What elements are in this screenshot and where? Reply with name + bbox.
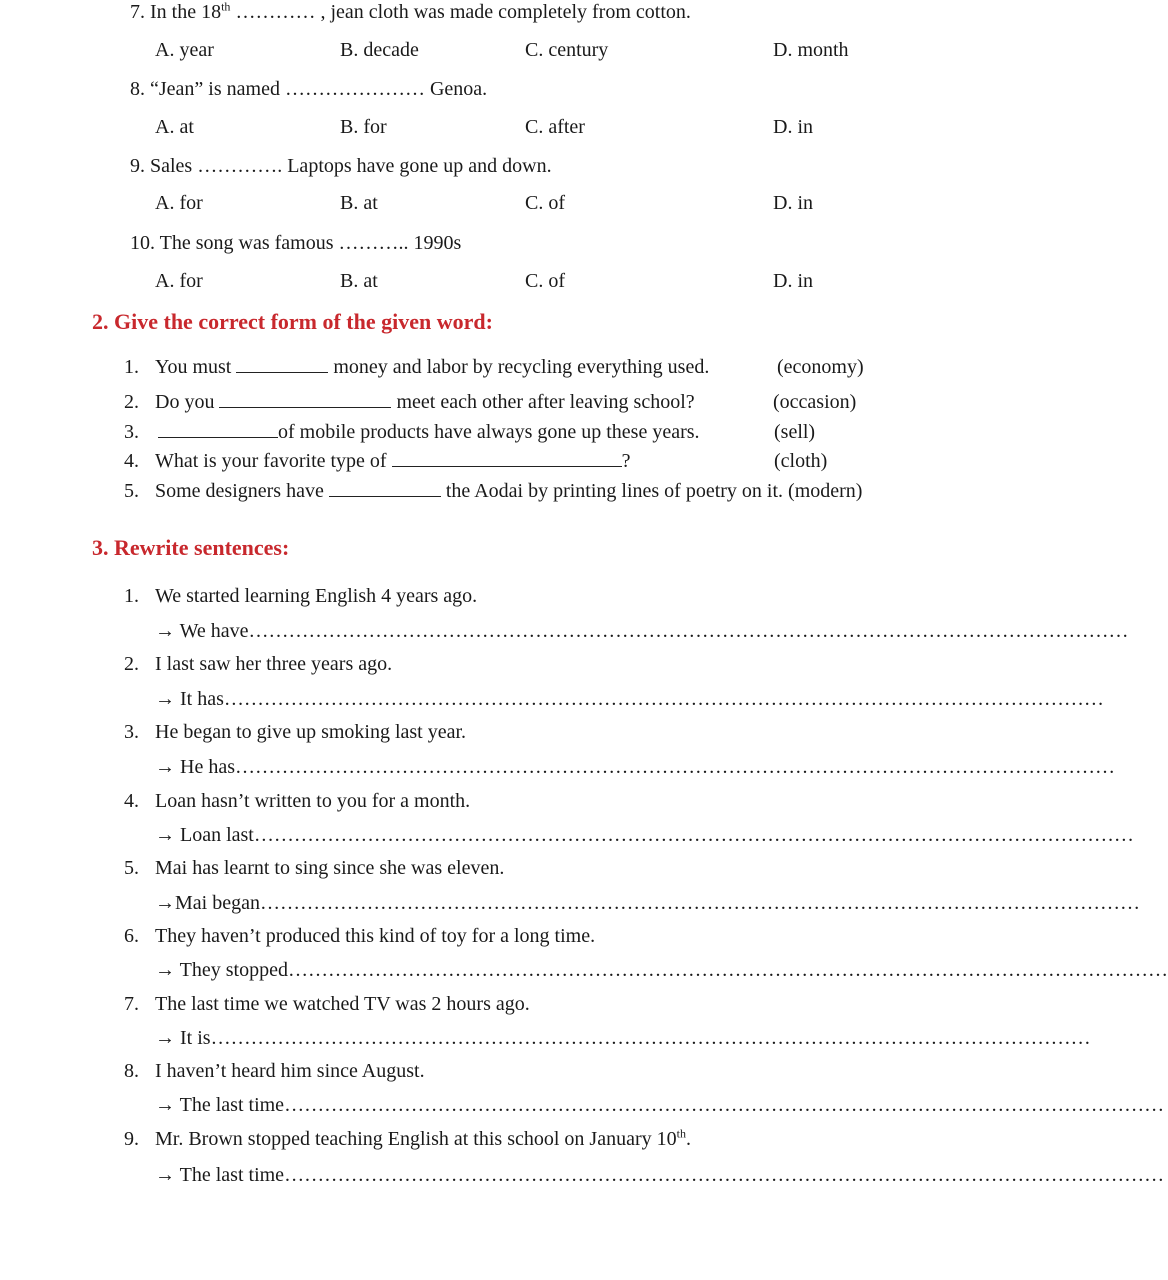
answer-line[interactable]: → It has…………………………………………………………………………………………………………………… [155,688,1104,710]
question-stem: 10. The song was famous ……….. 1990s [130,232,462,254]
option-b: B. at [340,270,378,292]
original-sentence: Mr. Brown stopped teaching English at this school on January 10th. [155,1126,691,1150]
item-number: 4. [124,790,139,812]
answer-blank[interactable] [392,450,622,467]
original-sentence: I haven’t heard him since August. [155,1060,425,1082]
item-number: 6. [124,925,139,947]
option-c: C. after [525,116,585,138]
original-sentence: We started learning English 4 years ago. [155,585,478,607]
option-d: D. month [773,39,849,61]
item-number: 5. [124,857,139,879]
item-number: 2. [124,391,139,413]
word-hint: (economy) [777,356,864,378]
option-b: B. decade [340,39,419,61]
word-hint: (cloth) [774,450,828,472]
answer-line[interactable]: → The last time…………………………………………………………………………………………………………………… [155,1094,1165,1116]
answer-line[interactable]: →Mai began…………………………………………………………………………………………………………………… [155,892,1140,914]
original-sentence: He began to give up smoking last year. [155,721,467,743]
section-2-heading: 2. Give the correct form of the given word: [92,309,493,334]
original-sentence: They haven’t produced this kind of toy for a long time. [155,925,596,947]
answer-line[interactable]: → He has…………………………………………………………………………………………………………………… [155,756,1115,778]
option-c: C. century [525,39,609,61]
item-number: 9. [124,1128,139,1150]
option-d: D. in [773,192,813,214]
section-3-heading: 3. Rewrite sentences: [92,535,290,560]
option-c: C. of [525,192,565,214]
question-stem: 9. Sales …………. Laptops have gone up and down. [130,155,552,177]
option-a: A. at [155,116,194,138]
item-number: 2. [124,653,139,675]
item-number: 5. [124,480,139,502]
item-number: 8. [124,1060,139,1082]
option-c: C. of [525,270,565,292]
option-d: D. in [773,270,813,292]
option-b: B. for [340,116,387,138]
item-text: Do you meet each other after leaving school? [155,391,695,413]
answer-line[interactable]: → It is…………………………………………………………………………………………………………………… [155,1027,1091,1049]
question-stem: 8. “Jean” is named ………………… Genoa. [130,78,488,100]
item-number: 3. [124,721,139,743]
original-sentence: Mai has learnt to sing since she was eleven. [155,857,505,879]
original-sentence: Loan hasn’t written to you for a month. [155,790,471,812]
answer-blank[interactable] [158,421,278,438]
item-number: 1. [124,585,139,607]
answer-blank[interactable] [329,480,441,497]
answer-line[interactable]: → The last time…………………………………………………………………………………………………………………… [155,1164,1165,1186]
answer-line[interactable]: → They stopped…………………………………………………………………………………………………………………… [155,959,1168,981]
option-a: A. for [155,192,203,214]
word-hint: (sell) [774,421,816,443]
option-d: D. in [773,116,813,138]
item-text: What is your favorite type of ? [155,450,631,472]
original-sentence: The last time we watched TV was 2 hours ago. [155,993,530,1015]
option-a: A. for [155,270,203,292]
item-text: You must money and labor by recycling everything used. [155,356,710,378]
item-number: 3. [124,421,139,443]
item-text: Some designers have the Aodai by printing lines of poetry on it. (modern) [155,480,863,502]
word-hint: (occasion) [773,391,857,413]
original-sentence: I last saw her three years ago. [155,653,393,675]
item-number: 4. [124,450,139,472]
item-text: of mobile products have always gone up these years. [158,420,700,444]
option-b: B. at [340,192,378,214]
item-number: 1. [124,356,139,378]
answer-line[interactable]: → We have…………………………………………………………………………………………………………………… [155,620,1129,642]
answer-blank[interactable] [236,356,328,373]
answer-blank[interactable] [219,391,391,408]
question-stem: 7. In the 18th ………… , jean cloth was made completely from cotton. [130,0,691,23]
item-number: 7. [124,993,139,1015]
answer-line[interactable]: → Loan last…………………………………………………………………………………………………………………… [155,824,1134,846]
option-a: A. year [155,39,214,61]
